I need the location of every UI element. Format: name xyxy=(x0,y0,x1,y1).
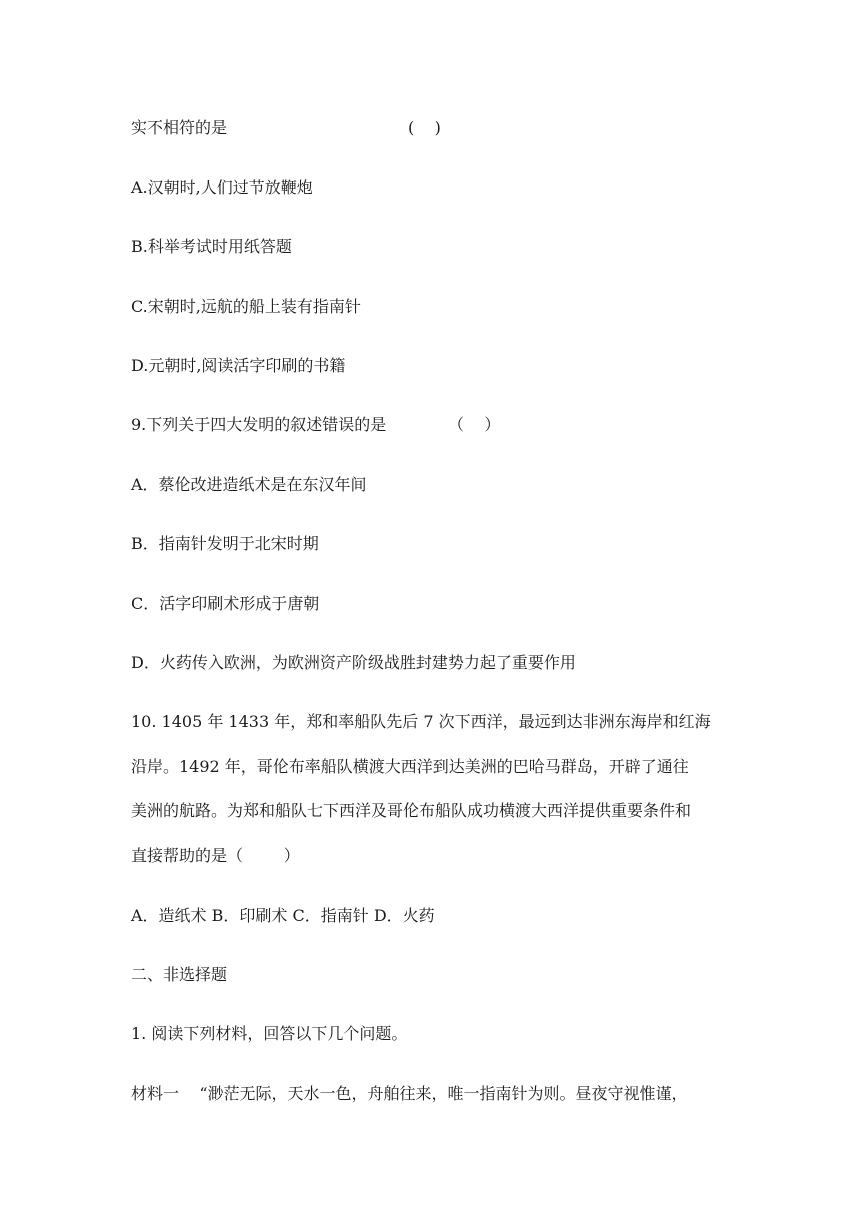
q9-answer-paren: （ ） xyxy=(448,415,501,434)
q9-stem: 9.下列关于四大发明的叙述错误的是 xyxy=(131,415,387,434)
q10-stem-line-1: 10. 1405 年 1433 年，郑和率船队先后 7 次下西洋，最远到达非洲东海岸和红海 xyxy=(131,712,711,731)
q9-option-c: C．活字印刷术形成于唐朝 xyxy=(131,594,320,613)
q8-option-a: A.汉朝时,人们过节放鞭炮 xyxy=(131,178,313,197)
q10-options: A．造纸术 B．印刷术 C．指南针 D．火药 xyxy=(131,906,435,925)
q8-option-d: D.元朝时,阅读活字印刷的书籍 xyxy=(131,356,346,375)
q8-option-b: B.科举考试时用纸答题 xyxy=(131,237,292,256)
q9-option-b: B．指南针发明于北宋时期 xyxy=(131,534,319,553)
q9-option-d: D．火药传入欧洲，为欧洲资产阶级战胜封建势力起了重要作用 xyxy=(131,653,576,672)
section2-question-1: 1. 阅读下列材料，回答以下几个问题。 xyxy=(131,1024,408,1043)
q9-option-a: A．蔡伦改进造纸术是在东汉年间 xyxy=(131,475,367,494)
q8-answer-paren: ( ) xyxy=(408,118,441,137)
q10-stem-line-2: 沿岸。1492 年，哥伦布率船队横渡大西洋到达美洲的巴哈马群岛，开辟了通往 xyxy=(131,757,689,776)
q8-stem-tail: 实不相符的是 xyxy=(131,118,228,137)
q8-option-c: C.宋朝时,远航的船上装有指南针 xyxy=(131,297,361,316)
q10-stem-line-3: 美洲的航路。为郑和船队七下西洋及哥伦布船队成功横渡大西洋提供重要条件和 xyxy=(131,801,692,820)
section-heading: 二、非选择题 xyxy=(131,965,228,984)
material-one-text: 材料一 “渺茫无际，天水一色，舟舶往来，唯一指南针为则。昼夜守视惟谨， xyxy=(131,1084,688,1103)
q10-stem-line-4: 直接帮助的是（ ） xyxy=(131,846,300,865)
